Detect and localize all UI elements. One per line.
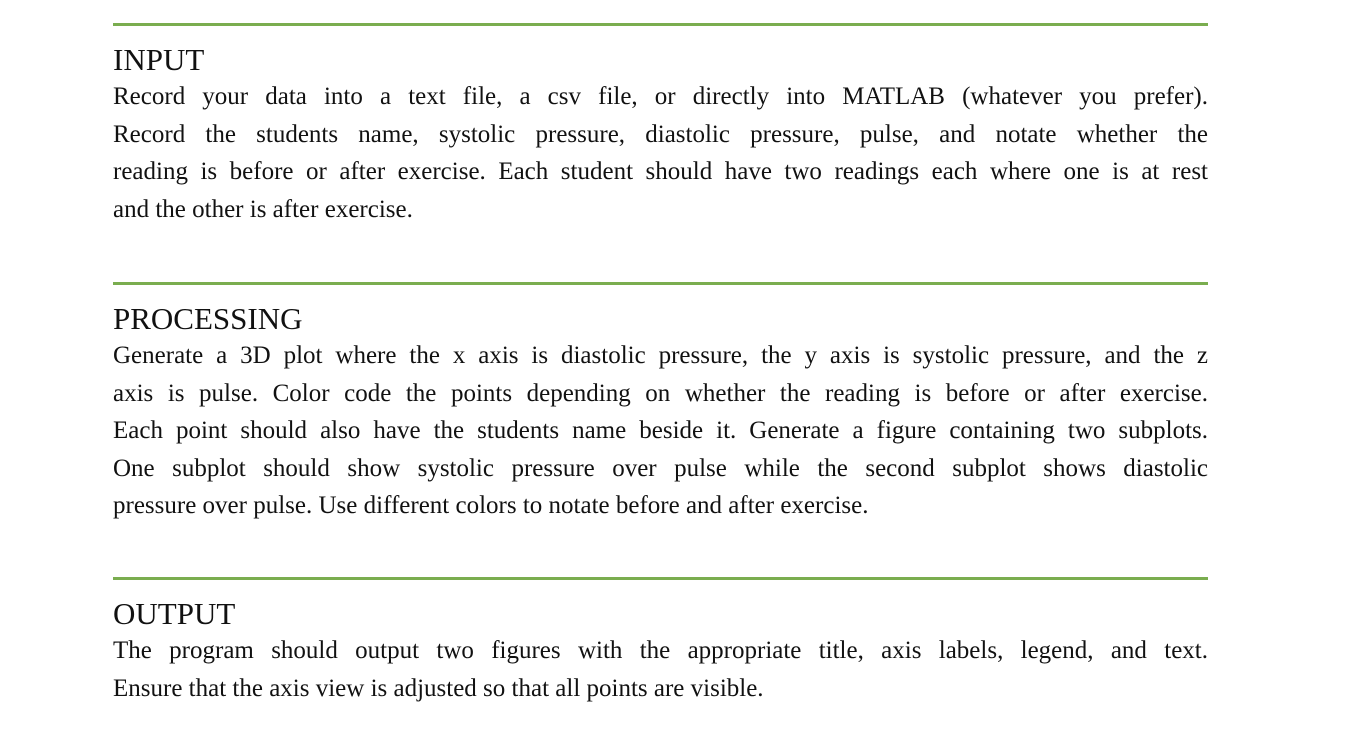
text-line: and the other is after exercise.: [113, 195, 413, 223]
section-heading: PROCESSING: [113, 301, 303, 336]
text-line: Record your data into a text file, a csv file, or directly into MATLAB (whatever you prefer).: [113, 83, 1208, 110]
section-body: [113, 78, 1208, 228]
input-section: [113, 23, 1208, 228]
section-body: [113, 337, 1208, 525]
processing-section: [113, 282, 1208, 525]
section-body: [113, 632, 1208, 707]
section-divider: [113, 577, 1208, 580]
section-divider: [113, 282, 1208, 285]
text-line: Each point should also have the students name beside it. Generate a figure containing two subplots.: [113, 417, 1208, 444]
section-heading: INPUT: [113, 42, 205, 77]
text-line: Generate a 3D plot where the x axis is diastolic pressure, the y axis is systolic pressure, and the z: [113, 342, 1208, 369]
text-line: Record the students name, systolic pressure, diastolic pressure, pulse, and notate whether the: [113, 120, 1208, 148]
text-line: pressure over pulse. Use different colors to notate before and after exercise.: [113, 492, 869, 519]
text-line: axis is pulse. Color code the points depending on whether the reading is before or after exercise.: [113, 379, 1208, 407]
text-line: reading is before or after exercise. Each student should have two readings each where one is at rest: [113, 158, 1208, 185]
section-divider: [113, 23, 1208, 26]
output-section: [113, 577, 1208, 707]
section-heading: OUTPUT: [113, 596, 236, 631]
text-line: Ensure that the axis view is adjusted so that all points are visible.: [113, 674, 764, 702]
text-line: One subplot should show systolic pressure over pulse while the second subplot shows diastolic: [113, 454, 1208, 482]
text-line: The program should output two figures with the appropriate title, axis labels, legend, and text.: [113, 637, 1208, 664]
